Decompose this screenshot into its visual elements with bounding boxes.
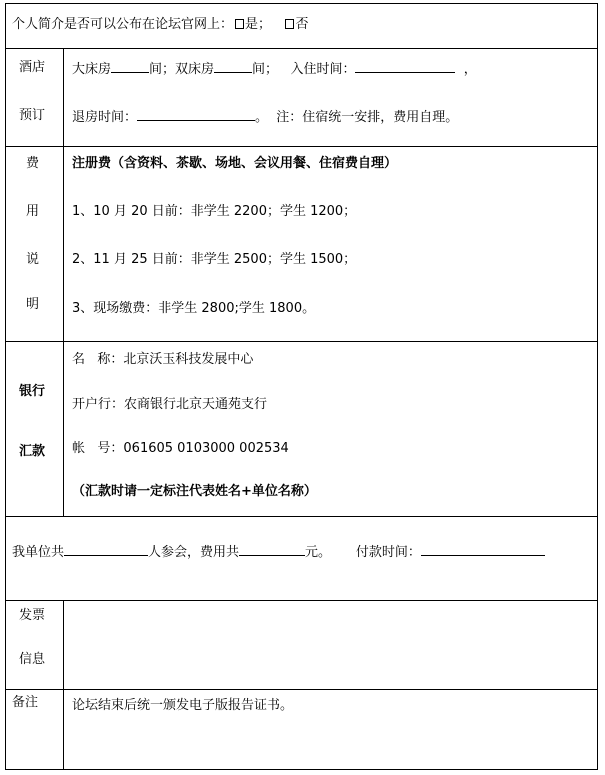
total-fee-blank[interactable]	[239, 543, 305, 556]
fees-label-2: 用	[26, 204, 40, 219]
people-count-blank[interactable]	[64, 543, 148, 556]
column-divider	[63, 48, 64, 516]
fees-item-1: 1、10 月 20 日前：非学生 2200；学生 1200；	[72, 204, 357, 219]
checkout-label: 退房时间：	[72, 110, 138, 125]
row-divider	[6, 341, 597, 342]
twin-bed-blank[interactable]	[214, 60, 252, 73]
row-divider	[6, 516, 597, 517]
intro-row	[12, 17, 308, 33]
hotel-label-1: 酒店	[19, 60, 46, 75]
twin-bed-label: 双床房	[175, 62, 215, 77]
bank-label-2: 汇款	[19, 444, 46, 459]
checkin-blank[interactable]	[355, 60, 455, 73]
no-checkbox[interactable]	[285, 19, 294, 29]
bank-account-number: 帐 号：061605 0103000 002534	[72, 441, 289, 456]
pay-time-label: 付款时间：	[355, 545, 421, 560]
row-divider	[6, 48, 597, 49]
bank-branch: 开户行：农商银行北京天通苑支行	[72, 397, 268, 412]
row-divider	[6, 600, 597, 601]
invoice-label-1: 发票	[19, 608, 46, 623]
participants-prefix: 我单位共	[12, 545, 65, 560]
yes-label: 是；	[245, 17, 272, 32]
no-label: 否	[295, 17, 309, 32]
row-divider	[6, 146, 597, 147]
fees-label-1: 费	[26, 156, 40, 171]
remark-label: 备注	[12, 695, 39, 710]
fees-label-3: 说	[26, 252, 40, 267]
big-bed-label: 大床房	[72, 62, 112, 77]
checkout-period: 。	[255, 110, 269, 125]
checkin-comma: ，	[463, 62, 477, 77]
checkout-blank[interactable]	[137, 108, 255, 121]
pay-time-blank[interactable]	[421, 543, 545, 556]
room-unit-1: 间；	[149, 62, 176, 77]
fees-item-2: 2、11 月 25 日前：非学生 2500；学生 1500；	[72, 252, 357, 267]
participants-people: 人参会，费用共	[148, 545, 240, 560]
row-divider	[6, 689, 597, 690]
participants-yuan: 元。	[305, 545, 332, 560]
participants-line	[12, 543, 545, 561]
room-unit-2: 间；	[252, 62, 279, 77]
column-divider	[63, 600, 64, 770]
fees-heading: 注册费（含资料、茶歇、场地、会议用餐、住宿费自理）	[72, 156, 398, 171]
intro-question: 个人简介是否可以公布在论坛官网上：	[12, 17, 234, 32]
bank-label-1: 银行	[19, 384, 46, 399]
yes-checkbox[interactable]	[235, 19, 244, 29]
bank-remark: （汇款时请一定标注代表姓名+单位名称）	[72, 484, 317, 499]
bank-account-name: 名 称：北京沃玉科技发展中心	[72, 352, 254, 367]
hotel-line-1	[72, 60, 477, 78]
remark-text: 论坛结束后统一颁发电子版报告证书。	[72, 698, 294, 713]
invoice-label-2: 信息	[19, 652, 46, 667]
hotel-line-2	[72, 108, 458, 126]
checkin-label: 入住时间：	[290, 62, 356, 77]
fees-label-4: 明	[26, 297, 40, 312]
hotel-label-2: 预订	[19, 108, 46, 123]
big-bed-blank[interactable]	[111, 60, 149, 73]
fees-item-3: 3、现场缴费：非学生 2800;学生 1800。	[72, 301, 316, 316]
form-table	[5, 3, 598, 770]
hotel-note: 注：住宿统一安排，费用自理。	[276, 110, 459, 125]
